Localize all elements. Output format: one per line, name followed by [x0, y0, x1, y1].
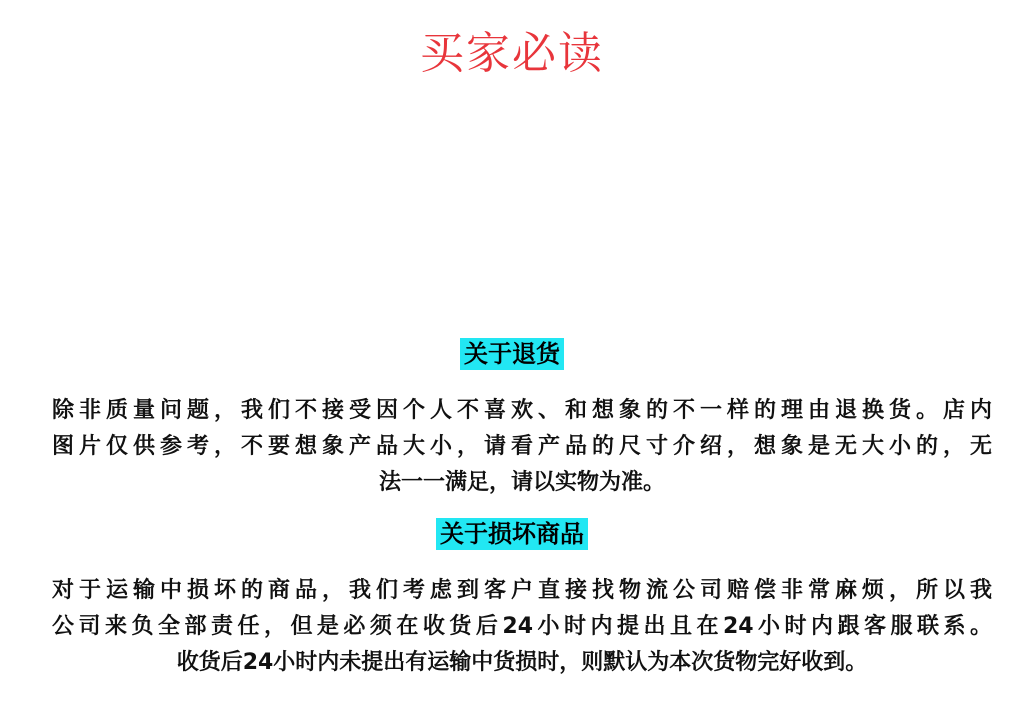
returns-line-1: 除非质量问题，我们不接受因个人不喜欢、和想象的不一样的理由退换货。店内 [52, 398, 992, 423]
damage-line-1: 对于运输中损坏的商品，我们考虑到客户直接找物流公司赔偿非常麻烦，所以我 [52, 578, 992, 603]
returns-line-3: 法一一满足，请以实物为准。 [378, 470, 665, 495]
damage-policy-text [52, 573, 992, 681]
page-title: 买家必读 [420, 28, 604, 79]
returns-section-header [0, 338, 1024, 370]
damage-heading: 关于损坏商品 [436, 518, 588, 550]
returns-policy-text [52, 393, 992, 501]
returns-line-2: 图片仅供参考，不要想象产品大小，请看产品的尺寸介绍，想象是无大小的，无 [52, 434, 992, 459]
returns-heading: 关于退货 [460, 338, 564, 370]
damage-line-2: 公司来负全部责任，但是必须在收货后24小时内提出且在24小时内跟客服联系。 [52, 614, 992, 639]
damage-section-header [0, 518, 1024, 550]
damage-line-3: 收货后24小时内未提出有运输中货损时，则默认为本次货物完好收到。 [176, 650, 868, 675]
